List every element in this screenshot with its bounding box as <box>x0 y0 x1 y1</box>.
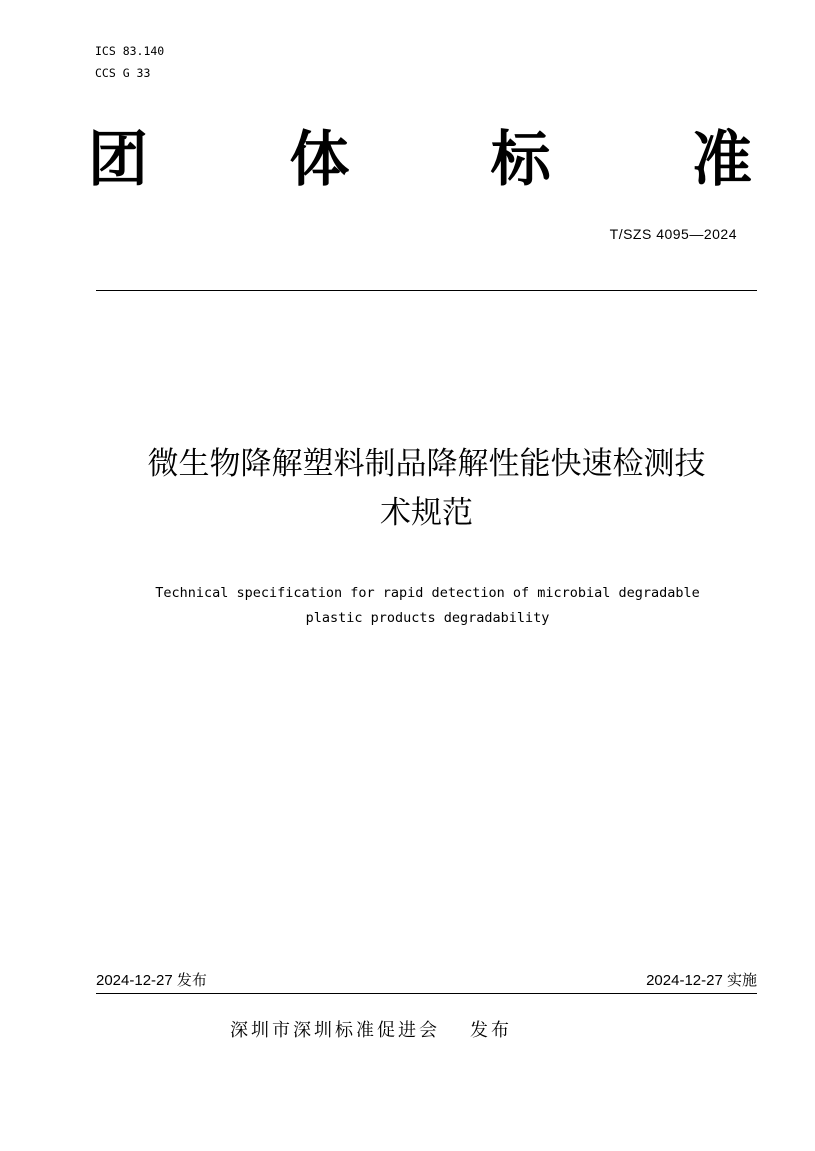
category-char-4: 准 <box>691 125 752 195</box>
top-divider <box>96 290 757 291</box>
category-char-1: 团 <box>88 125 148 195</box>
chinese-title <box>96 440 757 538</box>
category-char-2: 体 <box>289 125 350 195</box>
english-title-line-2: plastic products degradability <box>305 610 550 626</box>
chinese-title-line-2: 术规范 <box>380 495 473 531</box>
document-number: T/SZS 4095—2024 <box>609 226 737 242</box>
standard-category-heading <box>88 124 752 196</box>
publisher-name: 深圳市深圳标准促进会 <box>230 1020 440 1041</box>
ics-code: ICS 83.140 <box>95 44 165 58</box>
ccs-code: CCS G 33 <box>95 66 151 80</box>
date-row <box>96 970 757 992</box>
category-char-3: 标 <box>490 125 551 195</box>
publish-date: 2024-12-27 发布 <box>96 972 207 989</box>
publisher-line <box>230 1017 512 1045</box>
bottom-divider <box>96 993 757 994</box>
chinese-title-line-1: 微生物降解塑料制品降解性能快速检测技 <box>147 446 706 482</box>
classification-codes <box>95 40 164 84</box>
implement-date: 2024-12-27 实施 <box>646 972 757 989</box>
english-title <box>60 581 795 631</box>
publisher-action: 发布 <box>470 1020 512 1041</box>
english-title-line-1: Technical specification for rapid detection of microbial degradable <box>155 585 700 601</box>
